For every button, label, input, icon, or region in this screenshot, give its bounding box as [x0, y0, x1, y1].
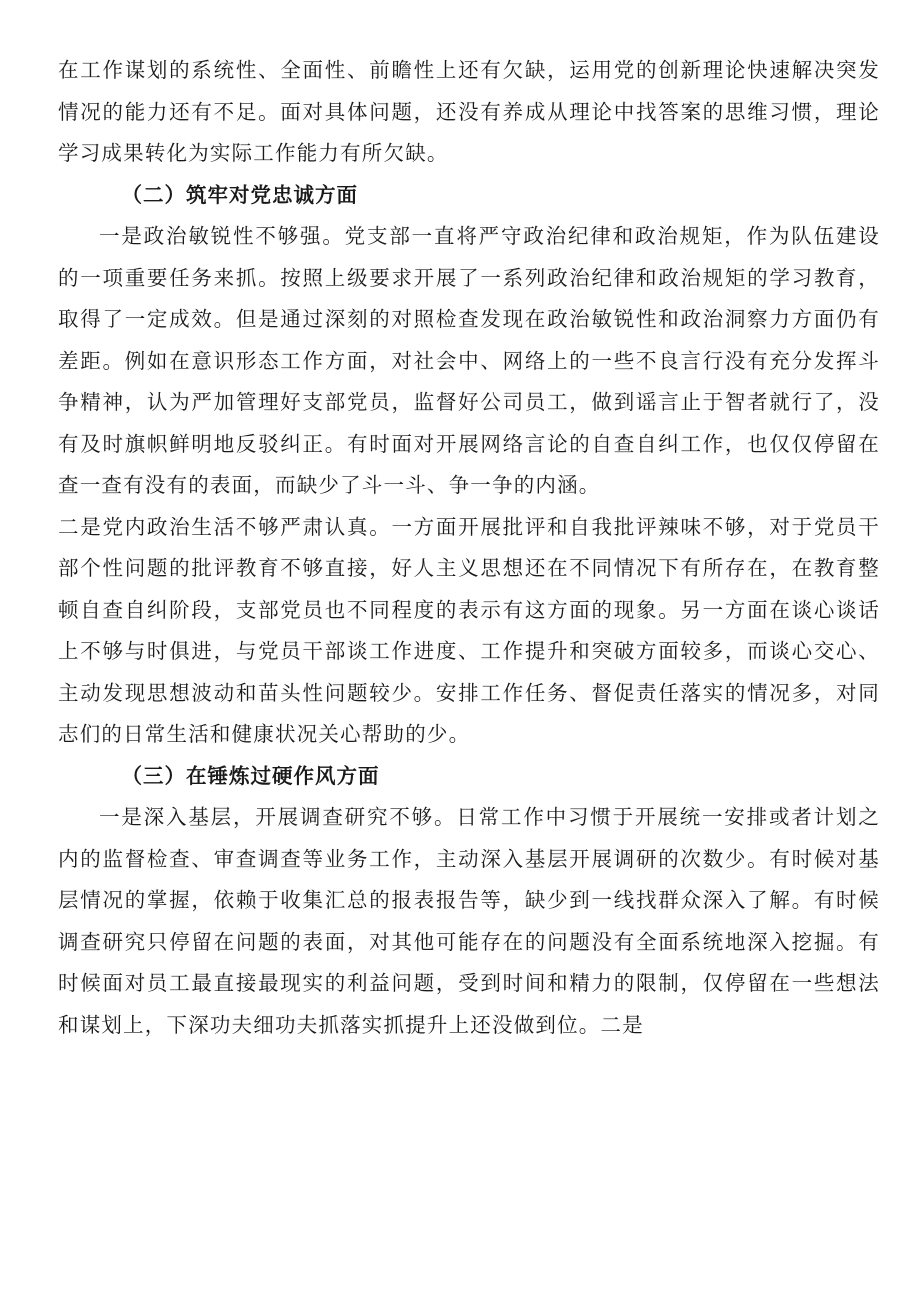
body-paragraph: 一是深入基层，开展调查研究不够。日常工作中习惯于开展统一安排或者计划之内的监督检查、审查调查等业务工作，主动深入基层开展调研的次数少。有时候对基层情况的掌握，依赖于收集汇总的报表报告等，缺少到一线找群众深入了解。有时候调查研究只停留在问题的表面，对其他可能存在的问题没有全面系统地深入挖掘。有时候面对员工最直接最现实的利益问题，受到时间和精力的限制，仅停留在一些想法和谋划上，下深功夫细功夫抓落实抓提升上还没做到位。二是 — [58, 805, 880, 1037]
body-paragraph: 二是党内政治生活不够严肃认真。一方面开展批评和自我批评辣味不够，对于党员干部个性问题的批评教育不够直接，好人主义思想还在不同情况下有所存在，在教育整顿自查自纠阶段，支部党员也不同程度的表示有这方面的现象。另一方面在谈心谈话上不够与时俱进，与党员干部谈工作进度、工作提升和突破方面较多，而谈心交心、主动发现思想波动和苗头性问题较少。安排工作任务、督促责任落实的情况多，对同志们的日常生活和健康状况关心帮助的少。 — [58, 514, 880, 746]
section-heading: （三）在锤炼过硬作风方面 — [121, 763, 380, 788]
section-heading: （二）筑牢对党忠诚方面 — [121, 182, 359, 207]
body-paragraph: 一是政治敏锐性不够强。党支部一直将严守政治纪律和政治规矩，作为队伍建设的一项重要任务来抓。按照上级要求开展了一系列政治纪律和政治规矩的学习教育，取得了一定成效。但是通过深刻的对照检查发现在政治敏锐性和政治洞察力方面仍有差距。例如在意识形态工作方面，对社会中、网络上的一些不良言行没有充分发挥斗争精神，认为严加管理好支部党员，监督好公司员工，做到谣言止于智者就行了，没有及时旗帜鲜明地反驳纠正。有时面对开展网络言论的自查自纠工作，也仅仅停留在查一查有没有的表面，而缺少了斗一斗、争一争的内涵。 — [58, 224, 880, 497]
body-paragraph: 在工作谋划的系统性、全面性、前瞻性上还有欠缺，运用党的创新理论快速解决突发情况的能力还有不足。面对具体问题，还没有养成从理论中找答案的思维习惯，理论学习成果转化为实际工作能力有所欠缺。 — [58, 58, 880, 165]
document-body — [58, 50, 880, 1046]
